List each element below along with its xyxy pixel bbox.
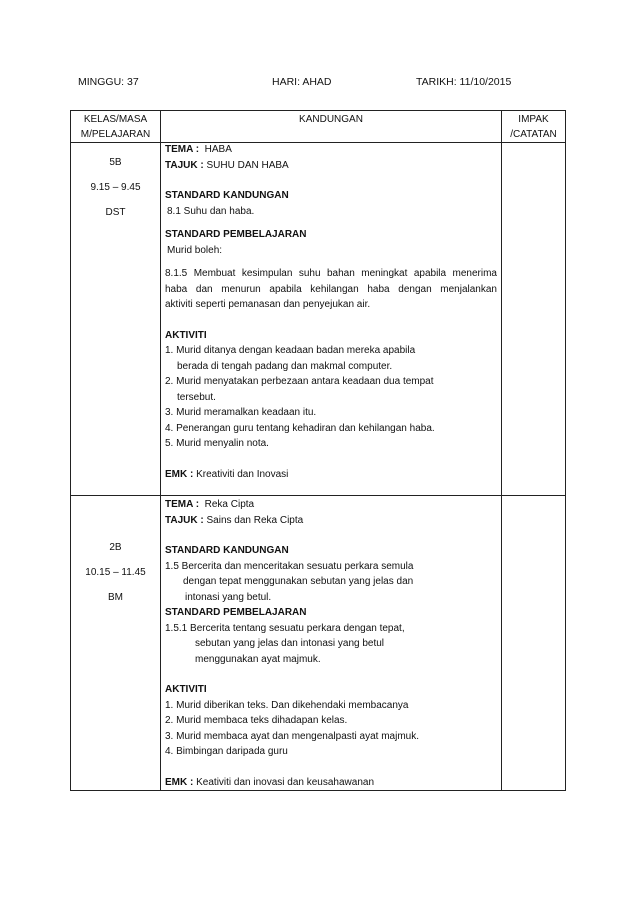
header-text: KANDUNGAN [299,114,363,125]
aktiviti-item: 4. Bimbingan daripada guru [165,746,288,757]
header-kelas-masa [71,111,161,143]
standard-kandungan-heading: STANDARD KANDUNGAN [165,545,289,556]
standard-pembelajaran-intro: Murid boleh: [167,244,223,256]
aktiviti-item: 3. Murid meramalkan keadaan itu. [165,407,317,418]
standard-pembelajaran-heading: STANDARD PEMBELAJARAN [165,229,307,240]
kandungan-cell [161,496,502,791]
tajuk-value: Sains dan Reka Cipta [206,514,304,526]
standard-pembelajaran-text: menggunakan ayat majmuk. [195,653,321,665]
impak-cell [502,496,566,791]
tema-value: HABA [204,144,232,155]
header-text: /CATATAN [510,129,557,140]
emk-label: EMK : [165,468,194,480]
emk-value: Keativiti dan inovasi dan keusahawanan [196,776,375,788]
aktiviti-item: 3. Murid membaca ayat dan mengenalpasti ayat majmuk. [165,730,420,742]
standard-pembelajaran-text: 1.5.1 Bercerita tentang sesuatu perkara dengan tepat, [165,622,405,634]
kelas-masa-cell [71,143,161,496]
kelas-masa-cell [71,496,161,791]
aktiviti-item: 1. Murid diberikan teks. Dan dikehendaki membacanya [165,699,409,711]
tema-label: TEMA : [165,144,200,155]
emk-value: Kreativiti dan Inovasi [196,468,289,480]
tajuk-label: TAJUK : [165,159,204,171]
tema-value: Reka Cipta [204,499,255,510]
emk-label: EMK : [165,776,194,788]
aktiviti-item: 2. Murid menyatakan perbezaan antara keadaan dua tempat [165,376,434,387]
header-impak [502,111,566,143]
standard-kandungan-text: dengan tepat menggunakan sebutan yang jelas dan [183,576,414,587]
lesson-plan-table [70,110,566,791]
aktiviti-item: berada di tengah padang dan makmal computer. [177,360,393,372]
kandungan-cell [161,143,502,496]
tajuk-label: TAJUK : [165,514,204,526]
table-header-row [71,111,566,143]
standard-pembelajaran-text: 8.1.5 Membuat kesimpulan suhu bahan meningkat apabila menerima [165,268,497,279]
aktiviti-item: 5. Murid menyalin nota. [165,438,269,449]
tajuk-value: SUHU DAN HABA [206,159,289,171]
header-text: M/PELAJARAN [80,129,151,140]
standard-pembelajaran-text: aktiviti seperti pemanasan dan penyejukan air. [165,299,371,310]
hari-label: HARI: AHAD [272,76,332,88]
aktiviti-item: tersebut. [177,391,216,403]
standard-pembelajaran-heading: STANDARD PEMBELAJARAN [165,607,307,618]
aktiviti-heading: AKTIVITI [165,329,207,341]
aktiviti-item: 4. Penerangan guru tentang kehadiran dan kehilangan haba. [165,422,435,434]
standard-pembelajaran-text: sebutan yang jelas dan intonasi yang betul [195,638,385,649]
standard-kandungan-text: intonasi yang betul. [185,591,272,603]
aktiviti-item: 2. Murid membaca teks dihadapan kelas. [165,715,348,726]
standard-pembelajaran-text: haba dan menurun apabila kehilangan haba dengan menjalankan [165,283,497,295]
table-row [71,496,566,791]
subject-text: DST [105,207,126,218]
standard-kandungan-heading: STANDARD KANDUNGAN [165,190,289,201]
subject-text: BM [108,592,123,603]
kelas-text: 5B [109,157,122,168]
masa-text: 10.15 – 11.45 [85,567,146,578]
impak-cell [502,143,566,496]
aktiviti-heading: AKTIVITI [165,684,207,695]
tarikh-label: TARIKH: 11/10/2015 [416,76,512,88]
standard-kandungan-text: 1.5 Bercerita dan menceritakan sesuatu perkara semula [165,560,414,572]
kelas-text: 2B [109,542,122,553]
header-text: KELAS/MASA [83,114,148,125]
header-text: IMPAK [518,114,549,125]
tema-label: TEMA : [165,499,200,510]
table-row [71,143,566,496]
minggu-label: MINGGU: 37 [78,76,139,88]
aktiviti-item: 1. Murid ditanya dengan keadaan badan mereka apabila [165,345,416,356]
standard-kandungan-text: 8.1 Suhu dan haba. [167,205,255,217]
header-kandungan [161,111,502,143]
masa-text: 9.15 – 9.45 [90,182,141,193]
